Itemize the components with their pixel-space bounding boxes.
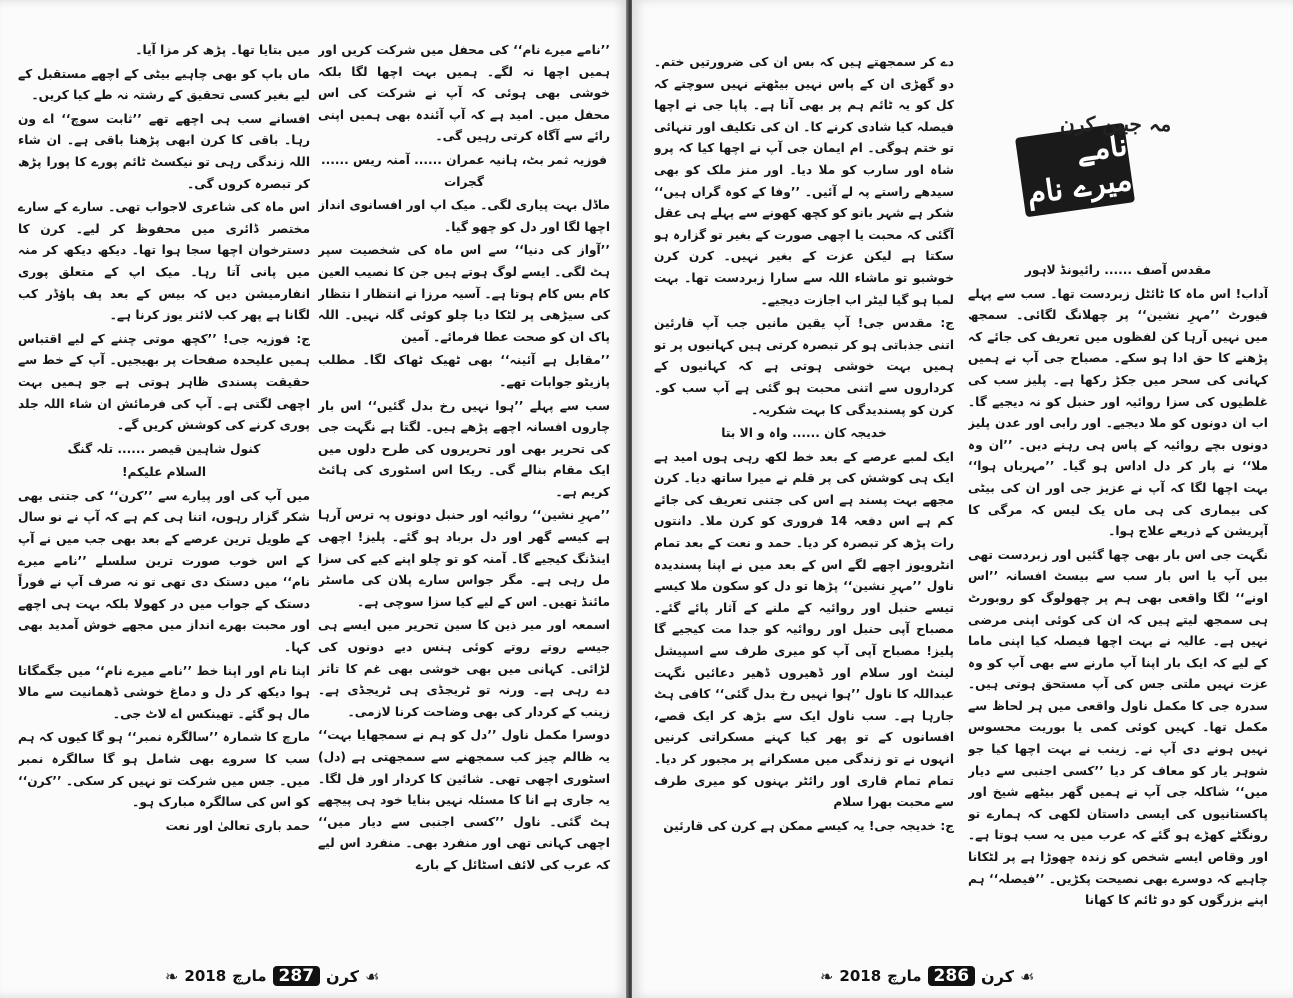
footer-year: 2018 xyxy=(184,967,227,985)
right-page-column-left xyxy=(654,52,954,938)
signature: مقدس آصف ...... رائیونڈ لاہور xyxy=(1024,263,1212,277)
paragraph: اس ماہ کی شاعری لاجواب تھی۔ سارے کے سارے مختصر ڈائری میں محفوظ کر لیے۔ کرن کا دسترخوان اچھا سجا ہوا تھا۔ دیکھ دیکھ کر منہ میں پانی آتا رہا۔ میک اپ کے متعلق پوری انفارمیشن دیں کہ بیس کے بعد پف پاؤڈر کب لگانا ہے پھر کب لائنر یوز کرنا ہے۔ xyxy=(18,200,310,323)
paragraph: ماڈل بہت پیاری لگی۔ میک اپ اور افسانوی انداز اچھا لگا اور دل کو چھو گیا۔ xyxy=(318,198,610,234)
left-page-column-left xyxy=(18,40,310,938)
signature: کنول شاہین قیصر ...... تلہ گنگ xyxy=(67,441,261,456)
ornament-icon: ❧ xyxy=(165,966,179,986)
paragraph: دوسرا مکمل ناول ’’دل کو ہم نے سمجھایا بہت‘‘ یہ ظالم چیز کب سمجھنے سے سمجھتی ہے (دل) اسٹوری اچھی تھی۔ شائین کا کردار اور فل لگا۔ یہ جاری ہے انا کا مسئلہ نہیں بنایا خود ہی پیچھے ہٹ گئی۔ ناول ’’کسی اجنبی سے دیار میں‘‘ اچھی کہانی تھی اور منفرد بھی۔ منفرد اس لیے کہ عرب کی لائف اسٹائل کے بارے xyxy=(318,728,610,872)
paragraph: ماں باپ کو بھی چاہیے بیٹی کے اچھے مستقبل کے لیے بغیر کسی تحقیق کے رشتہ نہ طے کیا کریں۔ xyxy=(18,66,310,103)
paragraph: ’’مقابل ہے آئینہ‘‘ بھی ٹھیک ٹھاک لگا۔ مطلب پازیٹو جوابات تھے۔ xyxy=(318,353,610,389)
greeting: السلام علیکم! xyxy=(121,465,207,480)
paragraph: نگہت جی اس بار بھی چھا گئیں اور زبردست تھی بیں آپ یا اس بار سب سے بیسٹ افسانہ ’’اس اونے‘‘ لگا واقعی بھی ہم پر چھولوگ کو روبورٹ ہی سمجھ لیتے ہیں کہ ان کی کوئی اپنی مرضی نہیں ہے۔ عالیہ نے بہت اچھا فیصلہ کیا اپنی ماما کے لیے کہ ایک بار اپنا آپ مارنے سے بھی آپ کو وہ عزت نہیں ملتی جس کی آپ مستحق ہوتی ہیں۔ سدرہ جی کا مکمل ناول واقعی میں ہر لحاظ سے مکمل تھا۔ کہیں کوئی کمی یا بوریت محسوس نہیں ہونے دی آپ نے۔ زینب نے بہت اچھا کیا جو شوہر یار کو معاف کر دیا ’’کسی اجنبی سے دیار میں‘‘ شاکلہ جی آپ نے ہمیں گھر بیٹھے شیخ اور پاکستانیوں کی ایسی داستان لکھی کہ ہمارے تو رونگٹے کھڑے ہو گئے کہ عرب میں یہ سب ہوتا ہے۔ اور وقاص ایسے شخص کو زندہ چھوڑا ہے پر لٹکانا چاہیے کہ دوسرے بھی نصیحت پکڑیں۔ ’’فیصلہ‘‘ ہم اپنے بزرگوں کو دو ٹائم کا کھانا xyxy=(968,547,1268,908)
footer-brand: کرن xyxy=(981,966,1014,986)
paragraph: ج: مقدس جی! آپ یقین مانیں جب آپ قارئین اتنی جذباتی ہو کر تبصرہ کرتی ہیں کہانیوں پر تو ہمیں بہت خوشی ہوتی ہے کہ کہانیوں کے کرداروں سے اتنی محبت ہو گئی ہے آپ سب کو۔ کرن کو پسندیدگی کا بہت شکریہ۔ xyxy=(654,316,954,417)
paragraph: میں آپ کی اور پیارے سے ’’کرن‘‘ کی جتنی بھی شکر گزار رہوں، اتنا ہی کم ہے کہ آپ نے نو سال کے طویل ترین عرصے کے بعد بھی جب میں نے آپ کے اس خوب صورت ترین سلسلے ’’نامے میرے نام‘‘ میں دستک دی تھی تو نہ صرف آپ نے فوراً دستک کے جواب میں در کھولا بلکہ بہت ہی اچھے اور محبت بھرے انداز میں مجھے خوش آمدید بھی کہا۔ xyxy=(18,488,310,655)
ornament-icon: ☙ xyxy=(364,966,380,986)
signature: خدیجہ کان ...... واہ و الا بتا xyxy=(721,426,887,441)
paragraph: ’’مہرِ نشین‘‘ روائیہ اور حنبل دونوں پہ ترس آرہا ہے کیسے گھر اور دل برباد ہو گئے۔ پلیز! اچھی اینڈنگ کیجیے گا۔ آمنہ کو تو چلو اپنے کیے کی سزا مل رہی ہے۔ مگر جواس سارے پلان کی ماسٹر مائنڈ تھیں۔ اس کے لیے کیا سزا سوچی ہے۔ xyxy=(318,508,610,609)
paragraph: میں بتایا تھا۔ پڑھ کر مزا آیا۔ xyxy=(135,43,310,57)
paragraph: ایک لمبے عرصے کے بعد خط لکھ رہی ہوں امید ہے ایک ہی کوشش کی پر قلم نے میرا ساتھ دیا۔ کرن مجھے بہت پسند ہے اس کی جتنی تعریف کی جائے کم ہے اس دفعہ 14 فروری کو کرن ملا۔ دانتوں رات پڑھ کر تبصرہ کر دیا۔ حمد و نعت کے بعد تمام انٹرویوز اچھے لگے اس کے بعد میں نے اپنا پسندیدہ ناول ’’مہرِ نشین‘‘ پڑھا تو دل کو سکون ملا کیسے تیسے حنبل اور روائیہ کے ملنے کے آثار پائے گئے۔ مصباح آپی حنبل اور روائیہ کو جدا مت کیجیے گا پلیز! مصباح آپی آپ کو میری طرف سے اسپیشل لینٹ اور سلام اور ڈھیروں ڈھیر دعائیں نگہت عبداللہ کا ناول ’’ہوا نہیں رخ بدل گئی‘‘ کافی ہٹ جارہا ہے۔ سب ناول ایک سے بڑھ کر ایک قصے، افسانوں کے تو پھر کیا کہنے مسکراتی کرنیں انہوں نے تو زندگی میں مسکرانے پر مجبور کر دیا۔ تمام تمام قاری اور رائٹر بہنوں کو میری طرف سے محبت بھرا سلام xyxy=(654,449,954,810)
paragraph: اسمعہ اور میر ذین کا سین تحریر میں ایسے ہی جیسے روتے روتے کوئی ہنس دیے دونوں کی لڑائی۔ کہانی میں بھی خوشی بھی غم کا تاثر دے رہی ہے۔ ورنہ تو ٹریجڈی ہی ٹریجڈی ہے۔ زینب کے کردار کی بھی وضاحت کرنا لازمی۔ xyxy=(318,618,610,719)
paragraph: مارچ کا شمارہ ’’سالگرہ نمبر‘‘ ہو گا کیوں کہ ہم سب کا سروے بھی شامل ہو گا سالگرہ نمبر میں۔ جس میں شرکت تو نہیں کر سکی۔ ’’کرن‘‘ کو اس کی سالگرہ مبارک ہو۔ xyxy=(18,730,310,810)
left-page-column-right xyxy=(318,40,610,928)
left-page xyxy=(0,0,628,998)
footer-brand: کرن xyxy=(326,966,359,986)
paragraph: ’’آواز کی دنیا‘‘ سے اس ماہ کی شخصیت سپر ہٹ لگی۔ ایسے لوگ ہوتے ہیں جن کا نصیب العین کام بس کام ہوتا ہے۔ آسیہ مرزا نے انتظار ا نتظار کی سیڑھی پر لٹکا دیا چلو کوئی گلہ نہیں۔ اللہ پاک ان کو صحت عطا فرمائے۔ آمین xyxy=(318,243,610,344)
section-brand: مہ جبین کرن xyxy=(1060,112,1172,136)
paragraph: اپنا نام اور اپنا خط ’’نامے میرے نام‘‘ میں جگمگاتا ہوا دیکھ کر دل و دماغ خوشی ڈھمانیت سے مالا مال ہو گئے۔ تھینکس اے لاٹ جی۔ xyxy=(18,663,310,721)
paragraph: ج: خدیجہ جی! یہ کیسے ممکن ہے کرن کی قارئین xyxy=(663,818,954,833)
paragraph: آداب! اس ماہ کا ٹائٹل زبردست تھا۔ سب سے پہلے فیورٹ ’’مہرِ نشین‘‘ پر چھلانگ لگائی۔ سمجھ میں نہیں آرہا کن لفظوں میں تعریف کی جائے کہ پڑھنے کا حق ادا ہو سکے۔ مصباح جی آپ نے ہمیں کہانی کی سحر میں جکڑ رکھا ہے۔ پلیز سب کی غلطیوں کی سزا روائیہ اور حنبل کو نہ دیجیے گا۔ اب ان دونوں کو ملا دیجیے۔ اور رابی اور عدن پلیز دونوں بچے روائیہ کے پاس ہی رہنے دیں۔ ’’ان وہ ملا‘‘ نے پار کر دل اداس ہو گیا۔ ’’مہرباں ہوا‘‘ بہت اچھا لگا کہ آپ نے عزیز جی اور ان کی بیٹی کی بیماری کی ہی ماں یک لیس کہ مرگی کا آپریشن کے ذریعے علاج ہوا۔ xyxy=(968,286,1268,539)
right-page-column-right xyxy=(968,258,1268,938)
ornament-icon: ❧ xyxy=(820,966,834,986)
paragraph: ’’نامے میرے نام‘‘ کی محفل میں شرکت کریں اور ہمیں اچھا نہ لگے۔ ہمیں بہت اچھا لگا بلکہ خوشی بھی ہوئی کہ آپ نے شرکت کی اس محفل میں۔ امید ہے کہ آپ آئندہ بھی ہمیں اپنی رائے سے آگاہ کرتی رہیں گی۔ xyxy=(318,43,610,144)
paragraph: ج: فوزیہ جی! ’’کچھ موتی چننے کے لیے اقتباس ہمیں علیحدہ صفحات پر بھیجیں۔ آپ کے خط سے حقیقت پسندی ظاہر ہوتی ہے جو ہمیں بہت اچھی لگتی ہے۔ آپ کی فرمائش ان شاء اللہ جلد پوری کرنے کی کوشش کریں گے۔ xyxy=(18,331,310,433)
footer-year: 2018 xyxy=(839,967,882,985)
section-title: نامے میرے نام xyxy=(1015,123,1135,218)
page-number: 286 xyxy=(928,966,976,986)
ornament-icon: ☙ xyxy=(1019,966,1035,986)
page-number: 287 xyxy=(273,966,321,986)
signature: فوزیہ ثمر بٹ، ہانیہ عمران ...... آمنہ ریس ...... گجرات xyxy=(320,152,608,189)
right-page-footer xyxy=(820,962,1034,990)
paragraph: دے کر سمجھتے ہیں کہ بس ان کی ضرورتیں ختم۔ دو گھڑی ان کے پاس نہیں بیٹھتے نہیں سوچتے کہ کل کو یہ ٹائم ہم پر بھی آنا ہے۔ پاپا جی نے اچھا فیصلہ کیا شادی کرنے کا۔ ان کی تکلیف اور تنہائی تو ختم ہوگی۔ ام ایمان جی آپ نے اچھا کیا کہ پرو شاہ اور سارب کو ملا دیا۔ اور منز ملک کو بھی سیدھے راستے پہ لے آئیں۔ ’’وفا کے کوہ گراں ہیں‘‘ شکر ہے شہر بانو کو کچھ کھونے سے پہلے ہی عقل آگئی کہ محبت یا اچھی صورت کے بغیر تو گزارہ ہو سکتا ہے لیکن عزت کے بغیر نہیں۔ کرن کرن خوشبو تو ماشاء اللہ سے سارا زبردست تھا۔ بہت لمبا ہو گیا لیٹر اب اجازت دیجیے۔ xyxy=(654,55,954,307)
footer-month: مارچ xyxy=(232,967,267,985)
paragraph: سب سے پہلے ’’ہوا نہیں رخ بدل گئیں‘‘ اس بار چاروں افسانہ اچھے پڑھے ہیں۔ لگتا ہے نگہت جی کی تحریر بھی اور تحریروں کی طرح دلوں میں ایک مقام بنالے گی۔ ریکا اس اسٹوری کی ہائٹ کریم ہے۔ xyxy=(318,398,610,499)
paragraph: حمد باری تعالیٰ اور نعت xyxy=(165,818,310,833)
footer-month: مارچ xyxy=(887,967,922,985)
left-page-footer xyxy=(165,962,379,990)
paragraph: افسانے سب ہی اچھے تھے ’’ثابت سوچ‘‘ اے ون رہا۔ باقی کا کرن ابھی پڑھنا باقی ہے۔ ان شاء اللہ زندگی رہی تو نیکسٹ ٹائم پورے کا پورا پڑھ کر تبصرہ کروں گی۔ xyxy=(18,111,310,191)
